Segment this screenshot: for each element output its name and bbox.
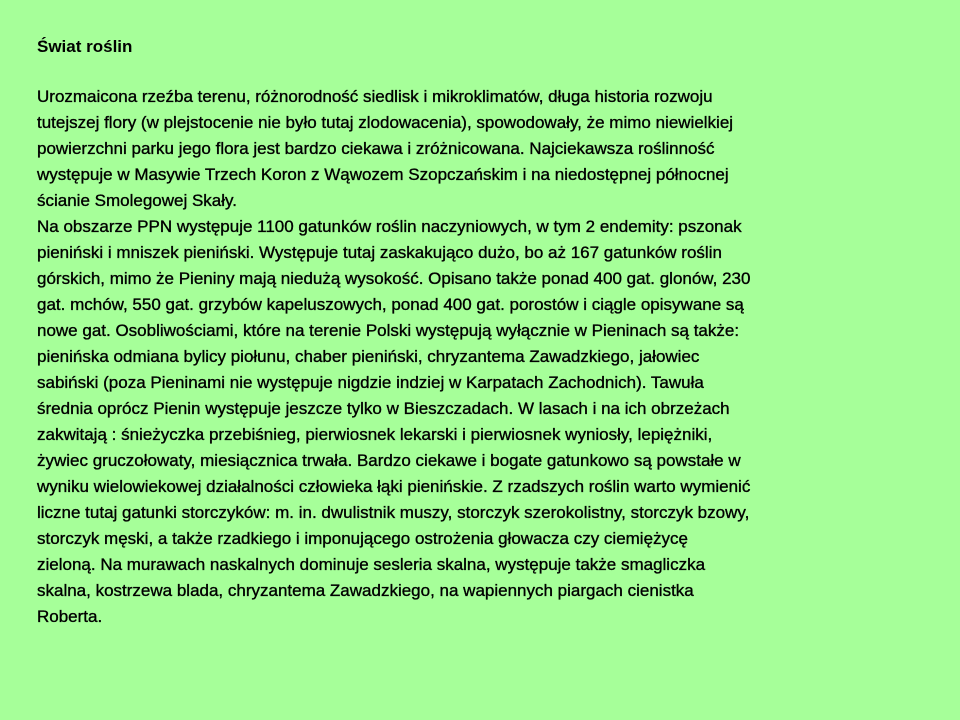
text-line: sabiński (poza Pieninami nie występuje nigdzie indziej w Karpatach Zachodnich). Tawuła: [37, 373, 704, 392]
text-line: storczyk męski, a także rzadkiego i imponującego ostrożenia głowacza czy ciemiężycę: [37, 529, 688, 548]
slide-title: Świat roślin: [37, 37, 133, 56]
text-line: żywiec gruczołowaty, miesiącznica trwała. Bardzo ciekawe i bogate gatunkowo są powstałe w: [37, 451, 741, 470]
text-line: wyniku wielowiekowej działalności człowieka łąki pienińskie. Z rzadszych roślin warto wymienić: [37, 477, 751, 496]
text-line: pieniński i mniszek pieniński. Występuje tutaj zaskakująco dużo, bo aż 167 gatunków roślin: [37, 243, 722, 262]
text-line: nowe gat. Osobliwościami, które na terenie Polski występują wyłącznie w Pieninach są także:: [37, 321, 740, 340]
paragraph-details: [37, 214, 933, 630]
text-line: skalna, kostrzewa blada, chryzantema Zawadzkiego, na wapiennych piargach cienistka: [37, 581, 694, 600]
text-line: liczne tutaj gatunki storczyków: m. in. dwulistnik muszy, storczyk szerokolistny, storczyk bzowy,: [37, 503, 750, 522]
text-line: gat. mchów, 550 gat. grzybów kapeluszowych, ponad 400 gat. porostów i ciągle opisywane są: [37, 295, 744, 314]
paragraph-intro: [37, 84, 933, 214]
text-line: występuje w Masywie Trzech Koron z Wąwozem Szopczańskim i na niedostępnej północnej: [37, 165, 729, 184]
text-line: pienińska odmiana bylicy piołunu, chaber pieniński, chryzantema Zawadzkiego, jałowiec: [37, 347, 700, 366]
text-line: zieloną. Na murawach naskalnych dominuje sesleria skalna, występuje także smagliczka: [37, 555, 706, 574]
text-line: górskich, mimo że Pieniny mają niedużą wysokość. Opisano także ponad 400 gat. glonów, 230: [37, 269, 751, 288]
text-line: Roberta.: [37, 607, 103, 626]
text-line: powierzchni parku jego flora jest bardzo ciekawa i zróżnicowana. Najciekawsza roślinność: [37, 139, 715, 158]
text-line: Na obszarze PPN występuje 1100 gatunków roślin naczyniowych, w tym 2 endemity: pszonak: [37, 217, 742, 236]
slide-body: [37, 84, 933, 630]
text-line: ścianie Smolegowej Skały.: [37, 191, 237, 210]
text-line: Urozmaicona rzeźba terenu, różnorodność siedlisk i mikroklimatów, długa historia rozwoju: [37, 87, 713, 106]
text-line: tutejszej flory (w plejstocenie nie było tutaj zlodowacenia), spowodowały, że mimo niewielkiej: [37, 113, 734, 132]
text-line: średnia oprócz Pienin występuje jeszcze tylko w Bieszczadach. W lasach i na ich obrzeżach: [37, 399, 730, 418]
text-line: zakwitają : śnieżyczka przebiśnieg, pierwiosnek lekarski i pierwiosnek wyniosły, lepiężniki,: [37, 425, 713, 444]
